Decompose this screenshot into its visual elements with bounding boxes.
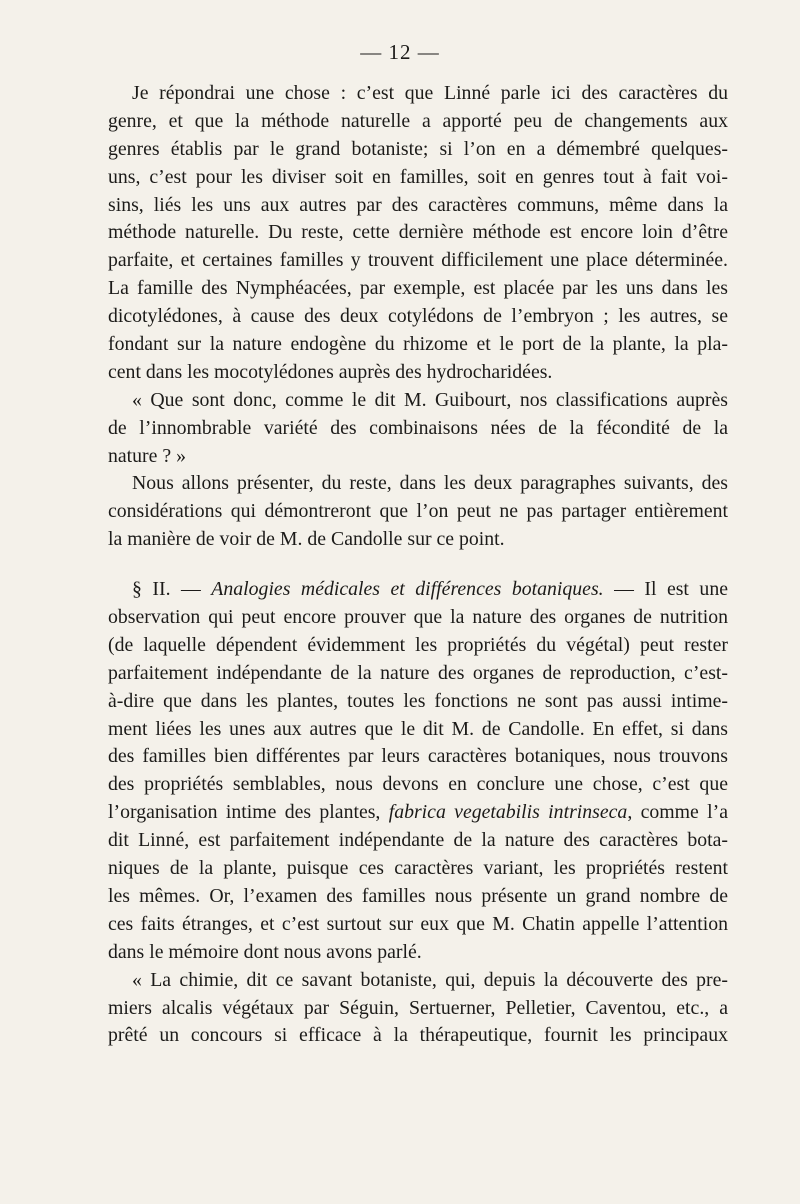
text-line: des propriétés semblables, nous devons en conclure une chose, c’est que [108, 773, 728, 796]
text-line: méthode naturelle. Du reste, cette dernière méthode est encore loin d’être [108, 221, 728, 244]
section-spacer [108, 554, 728, 576]
text-line: miers alcalis végétaux par Séguin, Sertuerner, Pelletier, Caventou, etc., a [108, 996, 728, 1019]
text-line: fondant sur la nature endogène du rhizome et le port de la plante, la pla- [108, 333, 728, 356]
text-line: sins, liés les uns aux autres par des caractères communs, même dans la [108, 193, 728, 216]
text-line: Je répondrai une chose : c’est que Linné parle ici des caractères du [132, 82, 728, 104]
text-line: la manière de voir de M. de Candolle sur ce point. [108, 528, 505, 551]
text-line: prêté un concours si efficace à la thérapeutique, fournit les principaux [108, 1024, 728, 1047]
latin-before: l’organisation intime des plantes, [108, 801, 389, 824]
section-tail: — Il est une [603, 578, 728, 601]
text-line: à-dire que dans les plantes, toutes les fonctions ne sont pas aussi intime- [108, 689, 728, 712]
text-line: observation qui peut encore prouver que la nature des organes de nutrition [108, 606, 728, 629]
section-heading-line [108, 576, 728, 604]
latin-phrase: fabrica vegetabilis intrinseca [388, 801, 628, 824]
text-line: cent dans les mocotylédones auprès des hydrocharidées. [108, 360, 553, 383]
text-line: ces faits étranges, et c’est surtout sur eux que M. Chatin appelle l’attention [108, 912, 728, 935]
text-line: dit Linné, est parfaitement indépendante de la nature des caractères bota- [108, 829, 728, 852]
text-line: dans le mémoire dont nous avons parlé. [108, 940, 422, 963]
text-line: dicotylédones, à cause des deux cotylédons de l’embryon ; les autres, se [108, 305, 728, 328]
text-line: « La chimie, dit ce savant botaniste, qui, depuis la découverte des pre- [132, 968, 728, 991]
text-line: les mêmes. Or, l’examen des familles nous présente un grand nombre de [108, 884, 728, 907]
latin-after: , comme l’a [627, 801, 728, 824]
text-line: Nous allons présenter, du reste, dans les deux paragraphes suivants, des [132, 472, 728, 495]
text-line: « Que sont donc, comme le dit M. Guibourt, nos classifications auprès [132, 388, 728, 411]
text-line: La famille des Nymphéacées, par exemple, est placée par les uns dans les [108, 277, 728, 300]
section-title: Analogies médicales et différences botaniques. [211, 578, 604, 601]
body-text [108, 80, 728, 1050]
text-line: considérations qui démontreront que l’on peut ne pas partager entièrement [108, 500, 728, 523]
latin-phrase-line [108, 799, 728, 827]
text-line: niques de la plante, puisque ces caractères variant, les propriétés restent [108, 857, 728, 880]
text-line: parfaite, et certaines familles y trouvent difficilement une place déterminée. [108, 249, 728, 272]
text-line: genre, et que la méthode naturelle a apporté peu de changements aux [108, 109, 728, 132]
text-line: uns, c’est pour les diviser soit en familles, soit en genres tout à fait voi- [108, 165, 728, 188]
text-line: (de laquelle dépendent évidemment les propriétés du végétal) peut rester [108, 633, 728, 656]
text-line: ment liées les unes aux autres que le dit M. de Candolle. En effet, si dans [108, 717, 728, 740]
page-number: — 12 — [360, 40, 440, 64]
text-line: des familles bien différentes par leurs caractères botaniques, nous trouvons [108, 745, 728, 768]
text-line: de l’innombrable variété des combinaisons nées de la fécondité de la [108, 416, 728, 439]
text-line: parfaitement indépendante de la nature des organes de reproduction, c’est- [108, 661, 728, 684]
text-line: genres établis par le grand botaniste; si l’on en a démembré quelques- [108, 137, 728, 160]
text-line: nature ? » [108, 444, 186, 467]
section-lead: § II. — [132, 578, 212, 601]
